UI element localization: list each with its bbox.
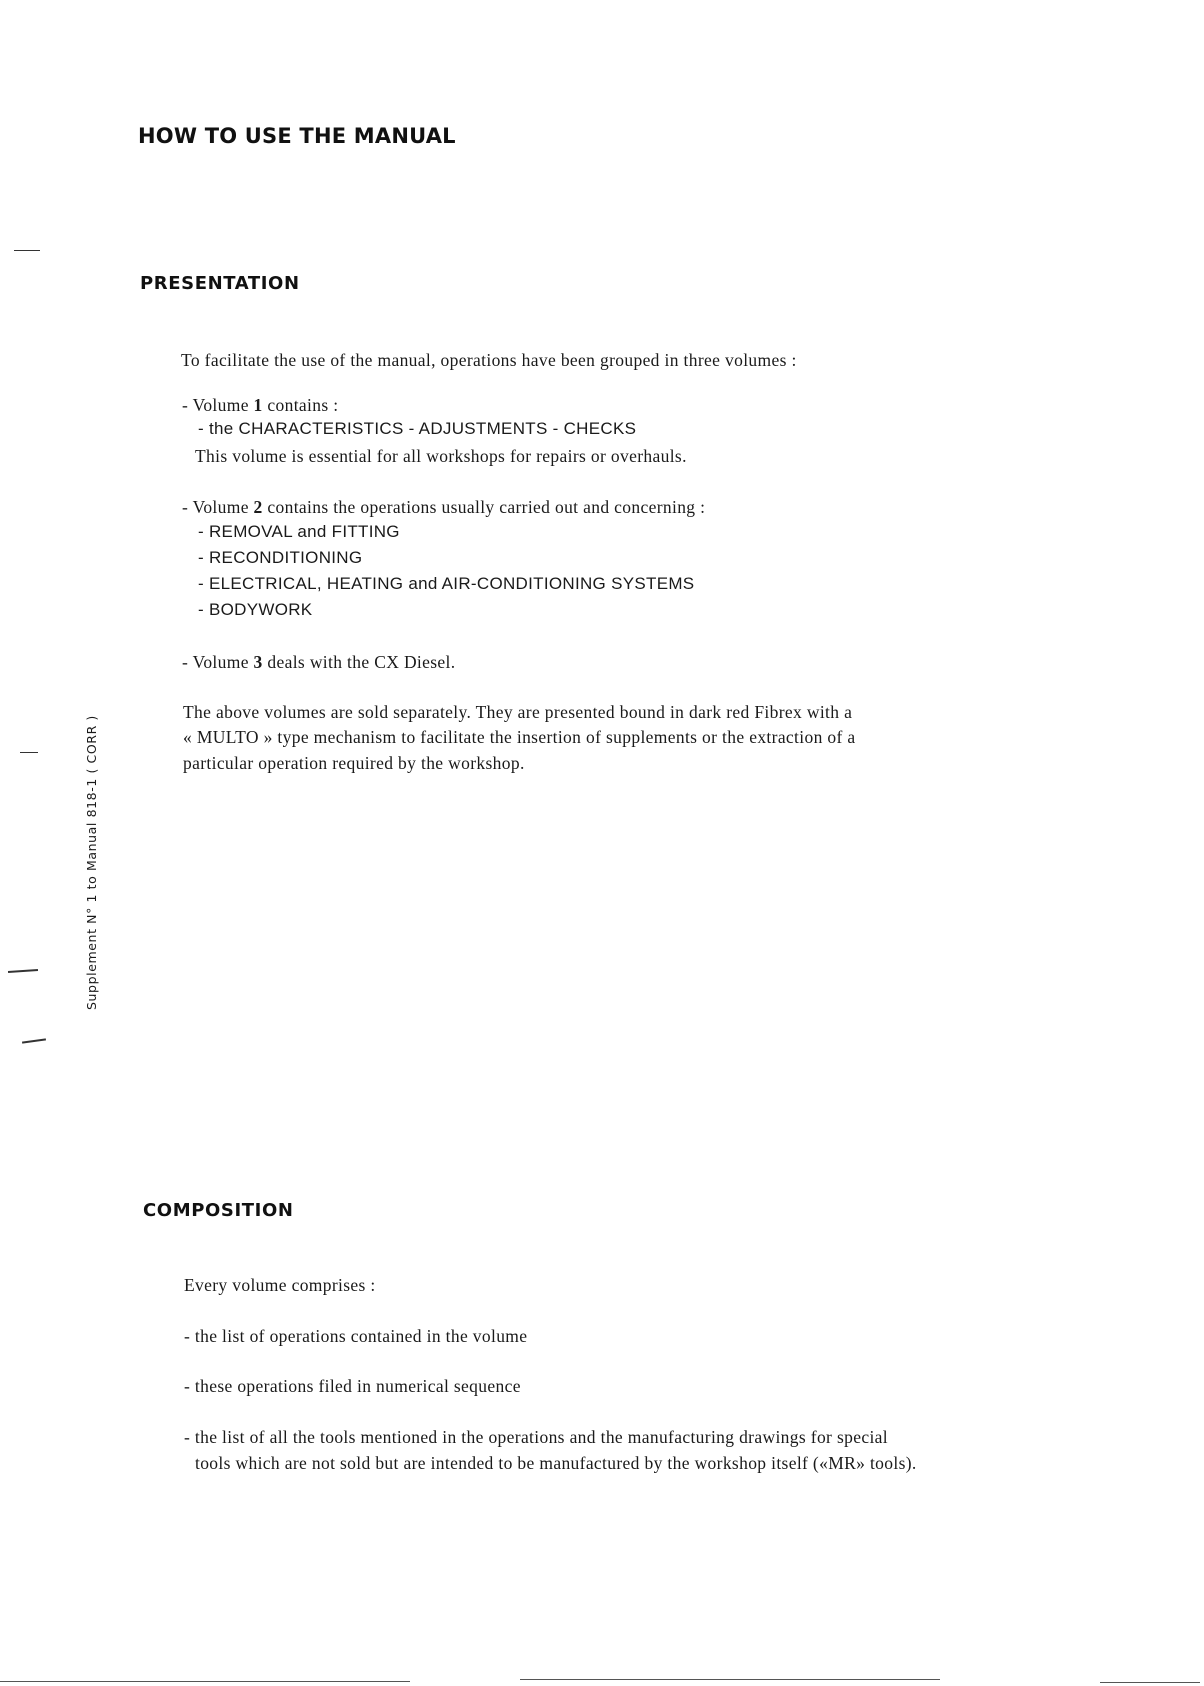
volume-2-number: 2 <box>253 497 263 517</box>
volume-3-number: 3 <box>253 652 263 672</box>
volume-1-note: This volume is essential for all workshops for repairs or overhauls. <box>195 446 687 466</box>
bottom-rule <box>1100 1682 1200 1683</box>
volume-2-item: - BODYWORK <box>198 600 313 619</box>
composition-item: - these operations filed in numerical sequence <box>184 1376 521 1396</box>
volume-2-item: - RECONDITIONING <box>198 548 363 567</box>
composition-intro: Every volume comprises : <box>184 1275 376 1295</box>
closing-line: « MULTO » type mechanism to facilitate the insertion of supplements or the extraction of a <box>183 727 856 747</box>
volume-1-line <box>182 395 338 415</box>
closing-line: particular operation required by the workshop. <box>183 753 525 773</box>
side-note: Supplement N° 1 to Manual 818-1 ( CORR ) <box>84 715 99 1010</box>
composition-item-continuation: tools which are not sold but are intended to be manufactured by the workshop itself («MR» tools). <box>195 1453 917 1473</box>
volume-3-prefix: - Volume <box>182 652 254 672</box>
presentation-heading: PRESENTATION <box>140 273 300 294</box>
volume-3-line <box>182 652 455 672</box>
volume-2-item: - REMOVAL and FITTING <box>198 522 400 541</box>
composition-item: - the list of all the tools mentioned in the operations and the manufacturing drawings for special <box>184 1427 888 1447</box>
bottom-rule <box>520 1679 940 1680</box>
volume-2-prefix: - Volume <box>182 497 254 517</box>
bottom-rule <box>0 1681 410 1682</box>
presentation-intro: To facilitate the use of the manual, operations have been grouped in three volumes : <box>181 350 797 370</box>
composition-item: - the list of operations contained in the volume <box>184 1326 528 1346</box>
volume-2-item: - ELECTRICAL, HEATING and AIR-CONDITIONING SYSTEMS <box>198 574 695 593</box>
volume-2-line <box>182 497 705 517</box>
scan-mark <box>20 752 38 753</box>
closing-line: The above volumes are sold separately. They are presented bound in dark red Fibrex with a <box>183 702 853 722</box>
page-title: HOW TO USE THE MANUAL <box>138 124 456 148</box>
volume-1-number: 1 <box>253 395 263 415</box>
scan-mark <box>22 1038 46 1043</box>
volume-2-suffix: contains the operations usually carried out and concerning : <box>262 497 706 517</box>
scan-mark <box>14 250 40 251</box>
volume-1-suffix: contains : <box>262 395 339 415</box>
volume-3-suffix: deals with the CX Diesel. <box>262 652 456 672</box>
volume-1-prefix: - Volume <box>182 395 254 415</box>
volume-1-item: - the CHARACTERISTICS - ADJUSTMENTS - CHECKS <box>198 419 637 438</box>
composition-heading: COMPOSITION <box>143 1200 294 1221</box>
scan-mark <box>8 969 38 973</box>
